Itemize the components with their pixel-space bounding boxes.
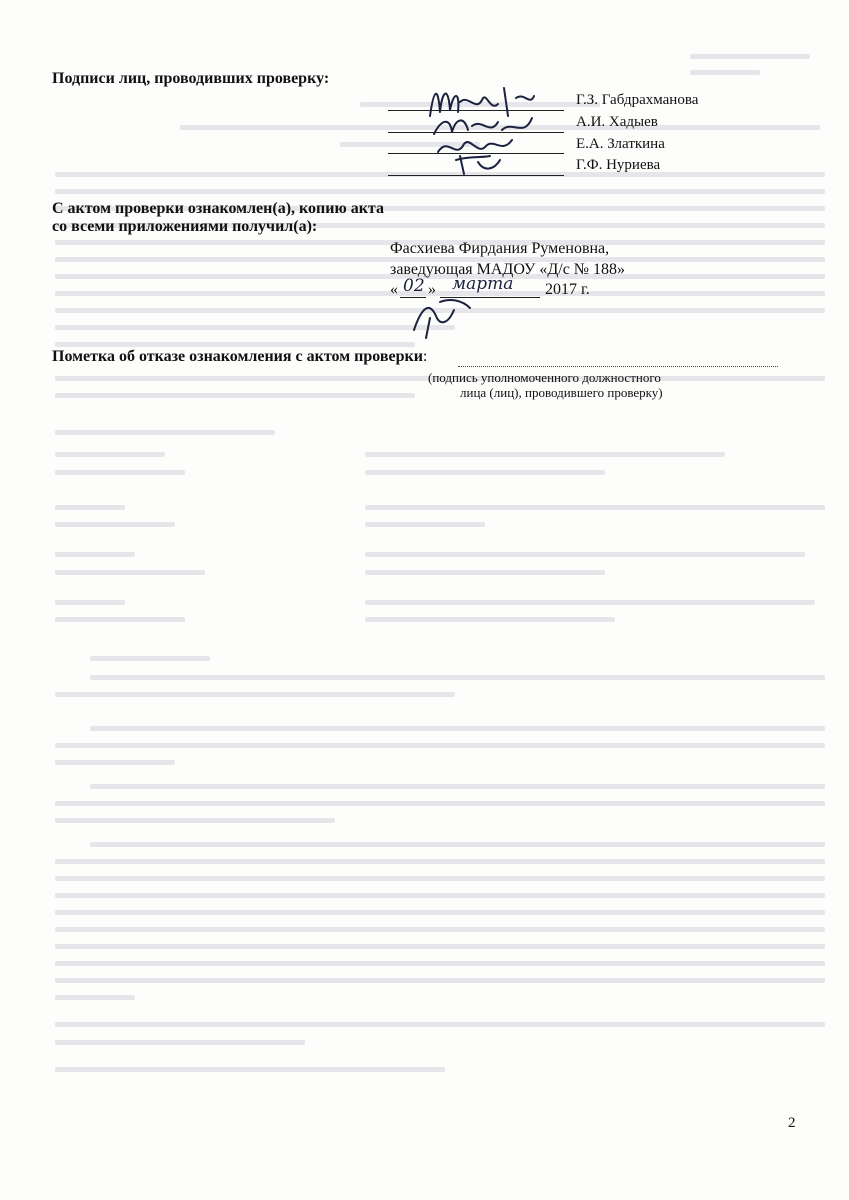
recipient-position: заведующая МАДОУ «Д/с № 188» [390, 261, 626, 278]
refusal-caption-line-1: (подпись уполномоченного должностного [428, 370, 661, 385]
inspector-name-3: Е.А. Златкина [576, 136, 665, 152]
recipient-name: Фасхиева Фирдания Руменовна, [390, 240, 610, 257]
signature-mark-4 [450, 150, 510, 178]
refusal-signature-line [458, 366, 778, 367]
date-close-quote: » [428, 281, 436, 298]
acquaint-statement-line-1: С актом проверки ознакомлен(а), копию акта [52, 200, 384, 217]
refusal-caption-line-2: лица (лиц), проводившего проверку) [460, 385, 663, 400]
inspector-name-2: А.И. Хадыев [576, 114, 658, 130]
acquaint-statement-line-2: со всеми приложениями получил(а): [52, 218, 318, 235]
refusal-heading: Пометка об отказе ознакомления с актом проверки: [52, 348, 428, 365]
page-number: 2 [788, 1115, 796, 1131]
date-day-handwritten: 02 [403, 276, 425, 296]
date-month-handwritten: марта [452, 274, 514, 294]
inspector-name-1: Г.З. Габдрахманова [576, 92, 699, 108]
recipient-signature [400, 296, 480, 340]
date-year: 2017 г. [545, 281, 590, 298]
date-open-quote: « [390, 281, 398, 298]
inspectors-heading: Подписи лиц, проводивших проверку: [52, 70, 330, 87]
inspector-name-4: Г.Ф. Нуриева [576, 157, 661, 173]
